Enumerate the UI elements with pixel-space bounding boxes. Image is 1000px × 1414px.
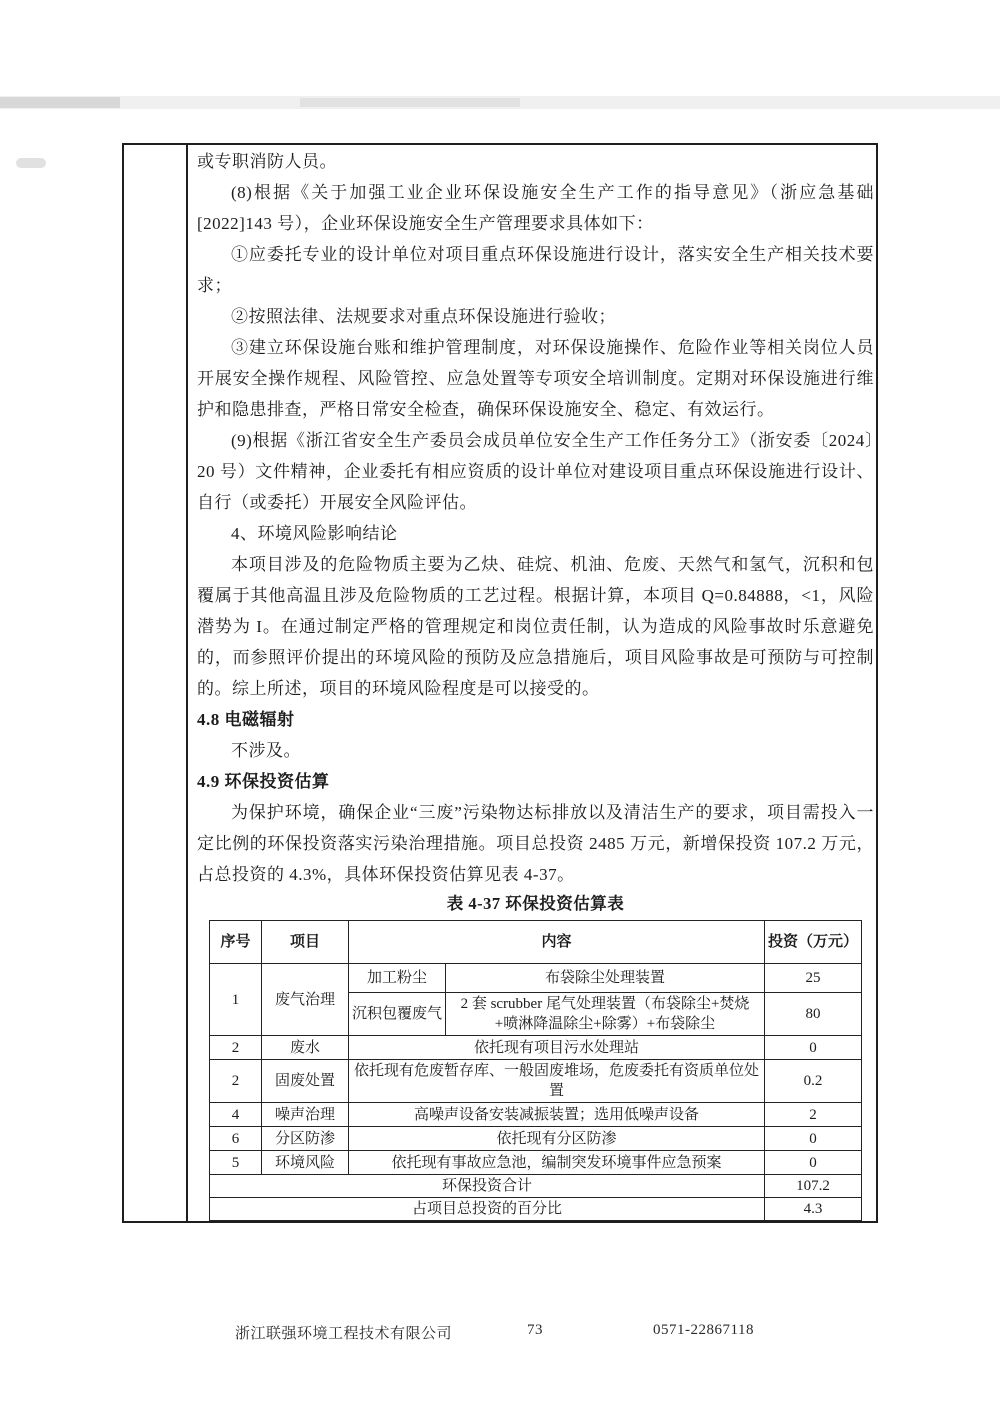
cell-content: 依托现有危废暂存库、一般固废堆场，危废委托有资质单位处置 <box>348 1060 764 1103</box>
table-row <box>209 1103 861 1127</box>
scan-artifact-blob <box>0 97 120 108</box>
cell-cost: 80 <box>765 993 862 1036</box>
cell-no: 1 <box>209 964 261 1036</box>
footer-page-number: 73 <box>527 1322 543 1338</box>
cell-cost: 0 <box>765 1036 862 1060</box>
cell-content: 布袋除尘处理装置 <box>445 964 764 993</box>
table-summary-row <box>209 1198 861 1221</box>
table-title: 表 4-37 环保投资估算表 <box>446 894 625 913</box>
margin-column <box>124 145 188 1221</box>
summary-label: 占项目总投资的百分比 <box>209 1198 764 1221</box>
paragraph: 不涉及。 <box>231 741 301 760</box>
cell-no: 6 <box>209 1127 261 1151</box>
cell-item: 分区防渗 <box>261 1127 348 1151</box>
summary-value: 107.2 <box>765 1175 862 1198</box>
cell-item: 废水 <box>261 1036 348 1060</box>
cell-sub: 加工粉尘 <box>348 964 445 993</box>
cell-item: 噪声治理 <box>261 1103 348 1127</box>
paragraph: 4、环境风险影响结论 <box>231 524 398 543</box>
header-no: 序号 <box>209 921 261 964</box>
table-header-row <box>209 921 861 964</box>
cell-cost: 0.2 <box>765 1060 862 1103</box>
cell-cost: 2 <box>765 1103 862 1127</box>
section-heading: 4.8 电磁辐射 <box>197 710 295 729</box>
cell-no: 5 <box>209 1151 261 1175</box>
header-item: 项目 <box>261 921 348 964</box>
table-summary-row <box>209 1175 861 1198</box>
summary-label: 环保投资合计 <box>209 1175 764 1198</box>
paragraph: 或专职消防人员。 <box>197 152 337 171</box>
paragraph: (8)根据《关于加强工业企业环保设施安全生产工作的指导意见》（浙应急基础[2022]143 号），企业环保设施安全生产管理要求具体如下： <box>197 183 874 233</box>
paragraph: ③建立环保设施台账和维护管理制度，对环保设施操作、危险作业等相关岗位人员开展安全操作规程、风险管控、应急处置等专项安全培训制度。定期对环保设施进行维护和隐患排查，严格日常安全检查，确保环保设施安全、稳定、有效运行。 <box>197 338 874 419</box>
section-heading: 4.9 环保投资估算 <box>197 772 330 791</box>
summary-value: 4.3 <box>765 1198 862 1221</box>
cell-cost: 0 <box>765 1151 862 1175</box>
cell-content: 2 套 scrubber 尾气处理装置（布袋除尘+焚烧+喷淋降温除尘+除雾）+布袋除尘 <box>445 993 764 1036</box>
paragraph: 为保护环境，确保企业“三废”污染物达标排放以及清洁生产的要求，项目需投入一定比例的环保投资落实污染治理措施。项目总投资 2485 万元，新增保投资 107.2 万元，占总投资的 4.3%，具体环保投资估算见表 4-37。 <box>197 803 874 884</box>
paragraph: ①应委托专业的设计单位对项目重点环保设施进行设计，落实安全生产相关技术要求； <box>197 245 874 295</box>
cell-cost: 0 <box>765 1127 862 1151</box>
cell-no: 2 <box>209 1060 261 1103</box>
table-row <box>209 1151 861 1175</box>
table-row <box>209 1127 861 1151</box>
cell-no: 2 <box>209 1036 261 1060</box>
cell-item: 固废处置 <box>261 1060 348 1103</box>
cell-cost: 25 <box>765 964 862 993</box>
cell-content: 高噪声设备安装减振装置；选用低噪声设备 <box>348 1103 764 1127</box>
footer-phone: 0571-22867118 <box>653 1322 754 1338</box>
document-content <box>188 145 876 1221</box>
cell-content: 依托现有分区防渗 <box>348 1127 764 1151</box>
table-row <box>209 1036 861 1060</box>
investment-table <box>209 920 862 1221</box>
document-frame <box>122 143 878 1223</box>
paragraph: (9)根据《浙江省安全生产委员会成员单位安全生产工作任务分工》（浙安委〔2024〕20 号）文件精神，企业委托有相应资质的设计单位对建设项目重点环保设施进行设计、自行（或委托）开展安全风险评估。 <box>197 431 874 512</box>
footer-company: 浙江联强环境工程技术有限公司 <box>235 1326 453 1342</box>
scan-artifact-blob <box>300 98 520 107</box>
header-content: 内容 <box>348 921 764 964</box>
cell-content: 依托现有事故应急池，编制突发环境事件应急预案 <box>348 1151 764 1175</box>
table-row <box>209 1060 861 1103</box>
paragraph: ②按照法律、法规要求对重点环保设施进行验收； <box>231 307 616 326</box>
cell-no: 4 <box>209 1103 261 1127</box>
table-row <box>209 964 861 993</box>
scan-artifact-mark <box>16 158 46 168</box>
cell-sub: 沉积包覆废气 <box>348 993 445 1036</box>
cell-content: 依托现有项目污水处理站 <box>348 1036 764 1060</box>
paragraph: 本项目涉及的危险物质主要为乙炔、硅烷、机油、危废、天然气和氢气，沉积和包覆属于其他高温且涉及危险物质的工艺过程。根据计算，本项目 Q=0.84888，<1，风险潜势为 I。在通过制定严格的管理规定和岗位责任制，认为造成的风险事故时乐意避免的，而参照评价提出的环境风险的预防及应急措施后，项目风险事故是可预防与可控制的。综上所述，项目的环境风险程度是可以接受的。 <box>197 555 874 698</box>
body-text <box>197 146 874 890</box>
cell-item: 废气治理 <box>261 964 348 1036</box>
header-cost: 投资（万元） <box>765 921 862 964</box>
cell-item: 环境风险 <box>261 1151 348 1175</box>
